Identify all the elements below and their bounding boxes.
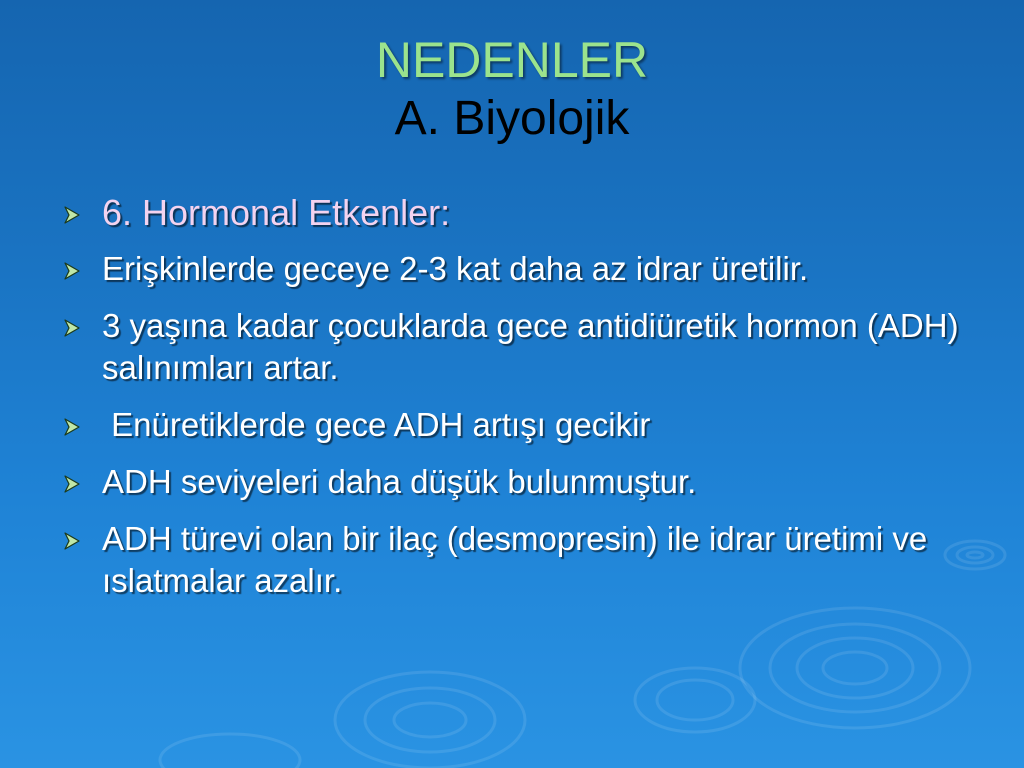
bullet-text: ADH türevi olan bir ilaç (desmopresin) ile idrar üretimi ve ıslatmalar azalır. [102, 520, 928, 599]
title-nedenler: NEDENLER [375, 32, 649, 88]
bullet-text: 3 yaşına kadar çocuklarda gece antidiüretik hormon (ADH) salınımları artar. [102, 307, 959, 386]
bullet-item-hormonal-etkenler [62, 190, 982, 236]
arrow-right-icon [62, 531, 82, 551]
slide-title [0, 30, 1024, 148]
bullet-item [62, 305, 982, 389]
bullet-item [62, 404, 982, 446]
subtitle-biyolojik: A. Biyolojik [394, 92, 630, 145]
arrow-right-icon [62, 417, 82, 437]
bullet-text: Erişkinlerde geceye 2-3 kat daha az idrar üretilir. [102, 250, 809, 287]
bullet-item [62, 248, 982, 290]
arrow-right-icon [62, 318, 82, 338]
arrow-right-icon [62, 205, 82, 225]
arrow-right-icon [62, 474, 82, 494]
bullet-item [62, 518, 982, 602]
bullet-list [62, 190, 982, 617]
bullet-text: 6. Hormonal Etkenler: [102, 192, 451, 233]
arrow-right-icon [62, 261, 82, 281]
bullet-text: ADH seviyeleri daha düşük bulunmuştur. [102, 463, 697, 500]
bullet-item [62, 461, 982, 503]
bullet-text: Enüretiklerde gece ADH artışı gecikir [102, 406, 651, 443]
